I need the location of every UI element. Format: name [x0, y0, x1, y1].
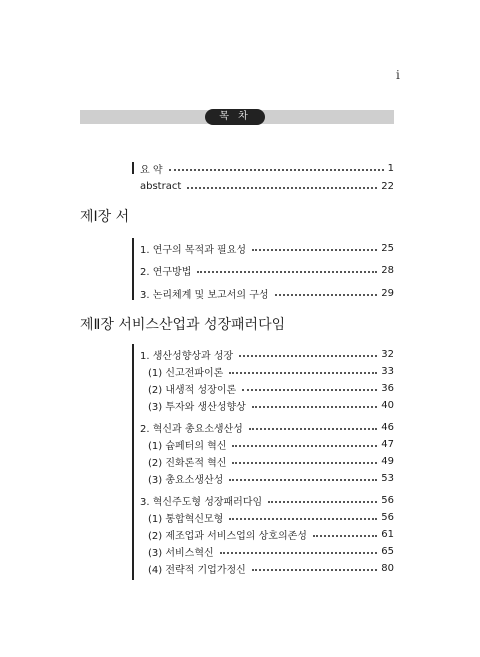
- entry-page: 1: [387, 162, 394, 174]
- dot-leader: [220, 552, 378, 554]
- entry-label: (1) 신고전파이론: [148, 367, 224, 379]
- entry-label: (1) 슘페터의 혁신: [148, 440, 227, 452]
- entry-label: (3) 서비스혁신: [148, 547, 214, 559]
- dot-leader: [252, 249, 377, 251]
- entry-label: 요 약: [140, 164, 163, 176]
- chapter-2-block: [132, 344, 394, 580]
- dot-leader: [232, 445, 377, 447]
- entry-page: 25: [381, 242, 394, 254]
- dot-leader: [229, 479, 377, 481]
- entry-label: (1) 통합혁신모형: [148, 513, 224, 525]
- entry-page: 56: [381, 511, 394, 523]
- entry-label: (2) 내생적 성장이론: [148, 384, 237, 396]
- toc-entry[interactable]: [140, 241, 394, 255]
- toc-entry[interactable]: [140, 420, 394, 434]
- entry-page: 28: [381, 264, 394, 276]
- toc-title: 목 차: [205, 109, 265, 125]
- entry-page: 29: [381, 287, 394, 299]
- block-rule: [132, 238, 134, 300]
- toc-subentry[interactable]: [148, 381, 394, 395]
- entry-page: 53: [381, 472, 394, 484]
- toc-subentry[interactable]: [148, 364, 394, 378]
- entry-label: (2) 진화론적 혁신: [148, 457, 227, 469]
- toc-subentry[interactable]: [148, 527, 394, 541]
- block-rule: [132, 162, 134, 174]
- dot-leader: [239, 355, 377, 357]
- entry-label: 2. 혁신과 총요소생산성: [140, 423, 243, 435]
- toc-subentry[interactable]: [148, 471, 394, 485]
- chapter-1-heading: 제Ⅰ장 서: [80, 209, 130, 225]
- chapter-2-heading: 제Ⅱ장 서비스산업과 성장패러다임: [80, 317, 286, 333]
- toc-entry-abstract[interactable]: [140, 179, 394, 193]
- toc-subentry[interactable]: [148, 398, 394, 412]
- toc-entry[interactable]: [140, 347, 394, 361]
- entry-label: (3) 총요소생산성: [148, 474, 224, 486]
- toc-subentry[interactable]: [148, 561, 394, 575]
- dot-leader: [252, 569, 377, 571]
- toc-subentry[interactable]: [148, 437, 394, 451]
- dot-leader: [313, 535, 377, 537]
- dot-leader: [268, 501, 377, 503]
- toc-subentry[interactable]: [148, 510, 394, 524]
- toc-entry[interactable]: [140, 493, 394, 507]
- entry-label: (4) 전략적 기업가정신: [148, 564, 246, 576]
- toc-entry-summary[interactable]: [140, 161, 394, 175]
- block-rule: [132, 344, 134, 580]
- dot-leader: [252, 406, 377, 408]
- entry-label: 1. 생산성향상과 성장: [140, 350, 234, 362]
- entry-label: abstract: [140, 180, 182, 192]
- dot-leader: [242, 389, 377, 391]
- dot-leader: [249, 428, 377, 430]
- dot-leader: [197, 271, 377, 273]
- dot-leader: [187, 187, 377, 189]
- entry-page: 22: [381, 180, 394, 192]
- entry-page: 47: [381, 438, 394, 450]
- entry-page: 32: [381, 348, 394, 360]
- entry-label: 3. 논리체계 및 보고서의 구성: [140, 289, 269, 301]
- entry-label: 1. 연구의 목적과 필요성: [140, 244, 247, 256]
- entry-page: 80: [381, 562, 394, 574]
- entry-label: (2) 제조업과 서비스업의 상호의존성: [148, 530, 307, 542]
- dot-leader: [169, 169, 384, 171]
- dot-leader: [275, 294, 378, 296]
- toc-entry[interactable]: [140, 286, 394, 300]
- entry-page: 40: [381, 399, 394, 411]
- chapter-1-block: [132, 238, 394, 300]
- dot-leader: [229, 518, 377, 520]
- entry-label: 3. 혁신주도형 성장패러다임: [140, 496, 263, 508]
- toc-entry[interactable]: [140, 263, 394, 277]
- entry-page: 65: [381, 545, 394, 557]
- toc-subentry[interactable]: [148, 454, 394, 468]
- entry-page: 33: [381, 365, 394, 377]
- entry-page: 36: [381, 382, 394, 394]
- entry-label: (3) 투자와 생산성향상: [148, 401, 246, 413]
- entry-page: 61: [381, 528, 394, 540]
- dot-leader: [232, 462, 377, 464]
- entry-page: 46: [381, 421, 394, 433]
- front-matter-block: [132, 160, 394, 192]
- toc-subentry[interactable]: [148, 544, 394, 558]
- page-number: i: [396, 68, 400, 82]
- entry-page: 56: [381, 494, 394, 506]
- dot-leader: [229, 372, 377, 374]
- entry-label: 2. 연구방법: [140, 266, 192, 278]
- entry-page: 49: [381, 455, 394, 467]
